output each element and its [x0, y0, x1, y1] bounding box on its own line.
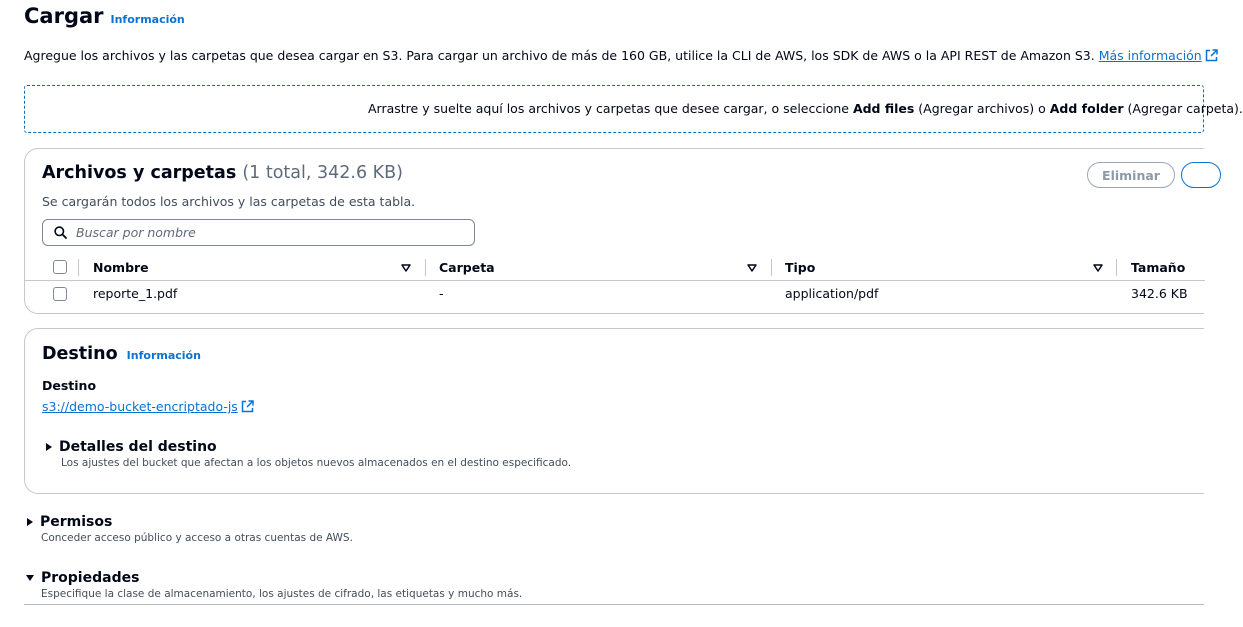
column-header-nombre[interactable]: Nombre: [93, 260, 149, 275]
column-header-carpeta[interactable]: Carpeta: [439, 260, 495, 275]
caret-down-icon: [25, 574, 35, 582]
add-folder-paren: (Agregar carpeta).: [1123, 101, 1243, 116]
column-separator[interactable]: [425, 259, 426, 276]
permissions-title: Permisos: [40, 514, 113, 530]
add-files-term: Add files: [852, 101, 915, 116]
permissions-desc: Conceder acceso público y acceso a otras cuentas de AWS.: [41, 532, 353, 544]
sort-caret-icon[interactable]: [401, 264, 411, 272]
external-link-icon: [1205, 49, 1218, 62]
add-files-paren: (Agregar archivos) o: [914, 101, 1050, 116]
destination-info-link[interactable]: Información: [126, 349, 201, 362]
properties-desc: Especifique la clase de almacenamiento, los ajustes de cifrado, las etiquetas y mucho más.: [41, 588, 523, 600]
files-title: [42, 163, 403, 183]
learn-more-label: Más información: [1098, 48, 1202, 63]
column-header-tipo[interactable]: Tipo: [785, 260, 816, 275]
destination-details-desc: Los ajustes del bucket que afectan a los objetos nuevos almacenados en el destino especificado.: [61, 457, 572, 469]
caret-right-icon: [26, 517, 34, 527]
files-subtitle: Se cargarán todos los archivos y las carpetas de esta tabla.: [42, 194, 416, 209]
table-header: [25, 255, 1205, 281]
destination-details-expander[interactable]: [45, 439, 217, 455]
destination-details-title: Detalles del destino: [59, 439, 217, 455]
cell-size: 342.6 KB: [1131, 286, 1188, 301]
destination-title: Destino: [42, 344, 118, 364]
cell-type: application/pdf: [785, 286, 879, 301]
destination-panel: [24, 328, 1204, 494]
drop-text-before: Arrastre y suelte aquí los archivos y carpetas que desee cargar, o seleccione: [368, 101, 853, 116]
search-input[interactable]: [76, 225, 456, 240]
column-header-tamano[interactable]: Tamaño: [1131, 260, 1186, 275]
cell-name: reporte_1.pdf: [93, 286, 178, 301]
intro-text: [24, 48, 1218, 63]
page-title: Cargar: [24, 4, 104, 28]
files-folders-panel: [24, 148, 1204, 314]
column-separator: [78, 259, 79, 276]
learn-more-link[interactable]: [1099, 48, 1218, 63]
permissions-expander[interactable]: [26, 514, 112, 530]
intro-description: Agregue los archivos y las carpetas que desea cargar en S3. Para cargar un archivo de más de 160 GB, utilice la CLI de AWS, los SDK de AWS o la API REST de Amazon S3.: [24, 48, 1099, 63]
search-field[interactable]: [42, 219, 475, 246]
caret-right-icon: [45, 442, 53, 452]
table-row: [25, 283, 1205, 307]
destination-label: Destino: [42, 378, 97, 393]
destination-header: [42, 344, 201, 364]
cell-folder: -: [439, 286, 444, 301]
sort-caret-icon[interactable]: [747, 264, 757, 272]
search-icon: [54, 226, 67, 239]
add-folder-term: Add folder: [1049, 101, 1124, 116]
files-count: (1 total, 342.6 KB): [242, 163, 403, 183]
external-link-icon: [241, 400, 254, 413]
drop-zone-text: [368, 101, 1243, 116]
column-separator[interactable]: [771, 259, 772, 276]
properties-expander[interactable]: [25, 570, 139, 586]
files-title-label: Archivos y carpetas: [42, 163, 237, 183]
bucket-link-label[interactable]: s3://demo-bucket-encriptado-js: [42, 399, 238, 414]
page-header: [24, 4, 185, 28]
next-action-button[interactable]: [1181, 162, 1221, 188]
destination-bucket-link[interactable]: [42, 399, 254, 414]
sort-caret-icon[interactable]: [1093, 264, 1103, 272]
column-separator[interactable]: [1116, 259, 1117, 276]
section-divider: [24, 604, 1204, 605]
delete-button[interactable]: Eliminar: [1087, 162, 1175, 188]
info-link[interactable]: Información: [110, 13, 185, 26]
properties-title: Propiedades: [41, 570, 140, 586]
row-checkbox[interactable]: [53, 287, 67, 301]
select-all-checkbox[interactable]: [53, 260, 67, 274]
drop-zone[interactable]: [24, 85, 1243, 133]
